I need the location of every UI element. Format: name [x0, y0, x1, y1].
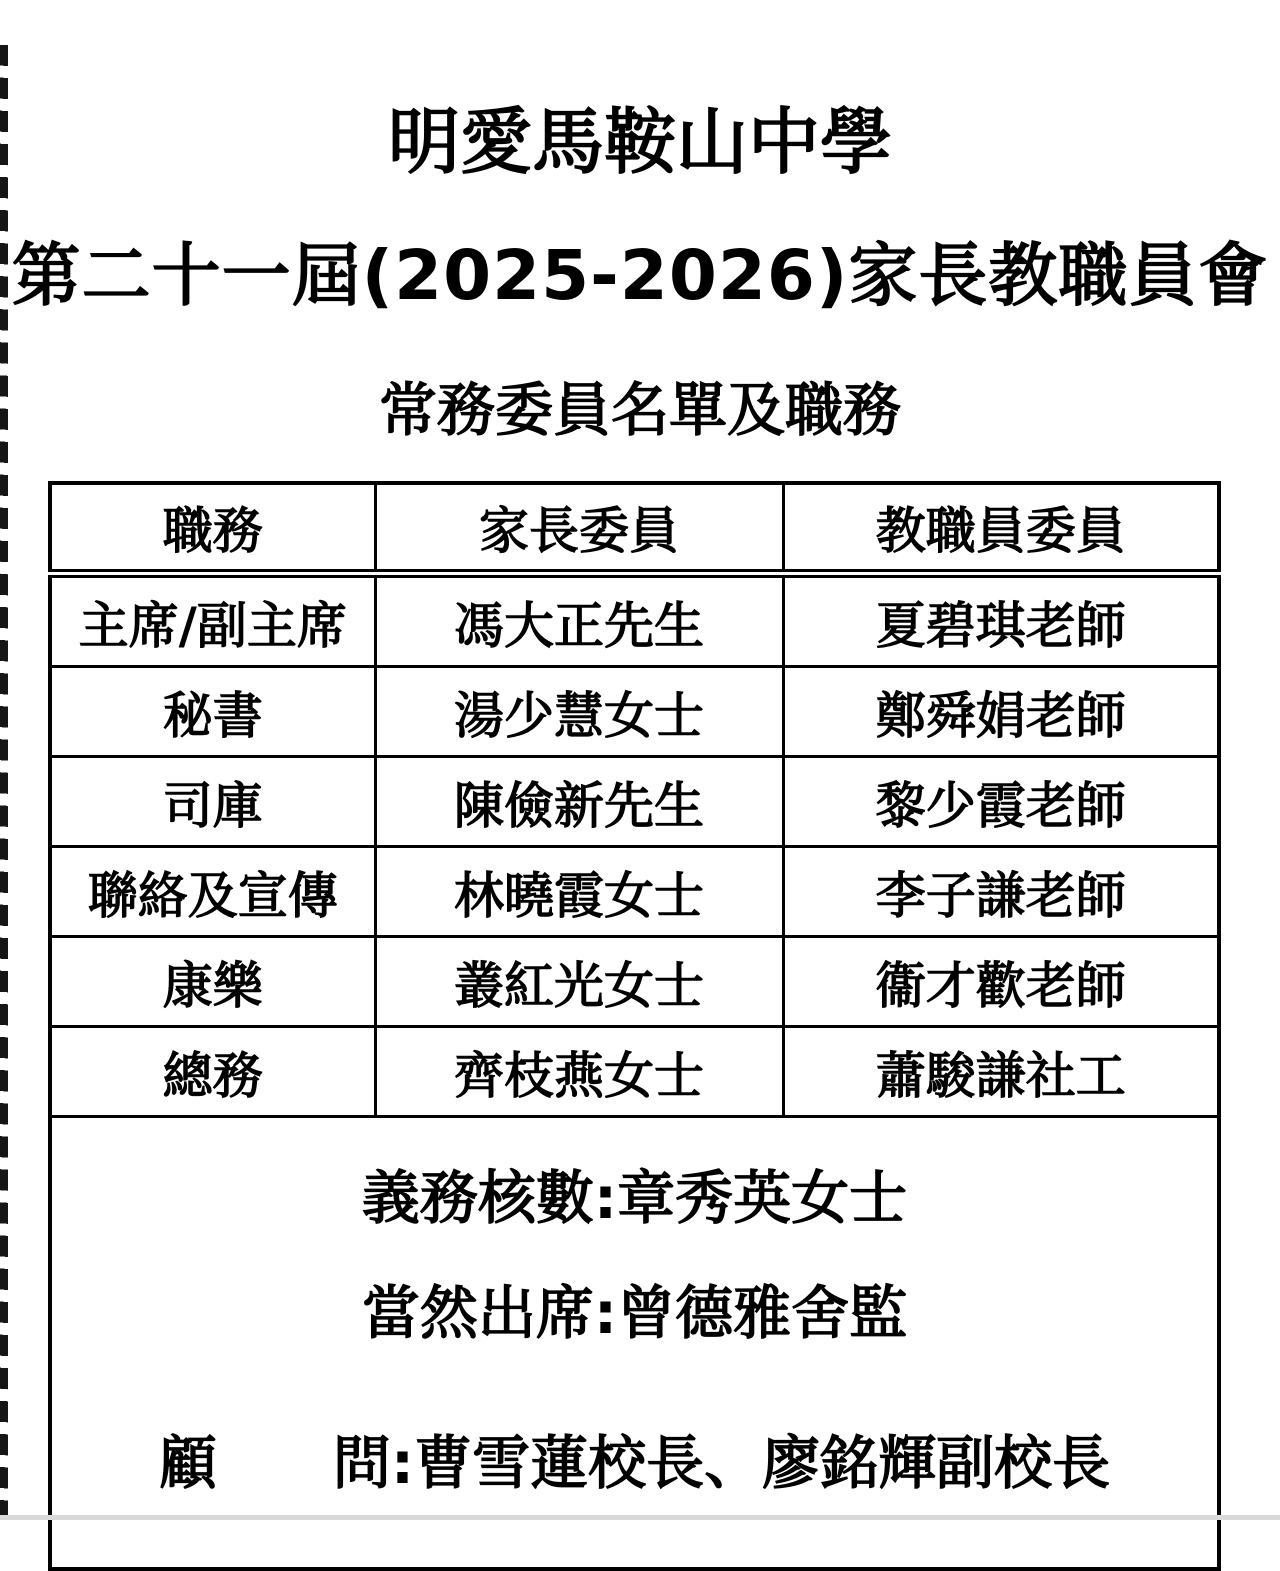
parent-member-cell: 陳儉新先生: [375, 757, 783, 847]
advisors-line: 顧 問:曹雪蓮校長、廖銘輝副校長: [158, 1429, 1111, 1497]
position-cell: 康樂: [50, 937, 375, 1027]
parent-member-cell: 馮大正先生: [375, 574, 783, 667]
staff-member-cell: 黎少霞老師: [783, 757, 1219, 847]
association-term-title: 第二十一屆(2025-2026)家長教職員會: [11, 236, 1269, 316]
position-cell: 總務: [50, 1027, 375, 1117]
header-staff-members: 教職員委員: [783, 483, 1219, 574]
scan-bottom-artifact: [0, 1515, 1280, 1520]
staff-member-cell: 衞才歡老師: [783, 937, 1219, 1027]
table-row: [50, 574, 1219, 667]
scan-edge-artifact: [0, 45, 8, 1520]
staff-member-cell: 鄭舜娟老師: [783, 667, 1219, 757]
parent-member-cell: 齊枝燕女士: [375, 1027, 783, 1117]
position-cell: 司庫: [50, 757, 375, 847]
header-position: 職務: [50, 483, 375, 574]
parent-member-cell: 叢紅光女士: [375, 937, 783, 1027]
position-cell: 主席/副主席: [50, 574, 375, 667]
header-parent-members: 家長委員: [375, 483, 783, 574]
table-row: [50, 667, 1219, 757]
committee-table-body: [50, 574, 1219, 1117]
position-cell: 聯絡及宣傳: [50, 847, 375, 937]
parent-member-cell: 湯少慧女士: [375, 667, 783, 757]
honorary-auditor-line: 義務核數:章秀英女士: [361, 1164, 908, 1232]
school-name-title: 明愛馬鞍山中學: [387, 100, 892, 184]
document-header: [0, 0, 1280, 444]
table-row: [50, 1027, 1219, 1117]
committee-list-subtitle: 常務委員名單及職務: [378, 376, 901, 444]
table-header-row: [50, 483, 1219, 574]
committee-table: [48, 481, 1221, 1571]
footer-cell: [50, 1117, 1219, 1570]
position-cell: 秘書: [50, 667, 375, 757]
table-row: [50, 847, 1219, 937]
table-row: [50, 937, 1219, 1027]
table-row: [50, 757, 1219, 847]
staff-member-cell: 蕭駿謙社工: [783, 1027, 1219, 1117]
parent-member-cell: 林曉霞女士: [375, 847, 783, 937]
table-footer-row: [50, 1117, 1219, 1570]
staff-member-cell: 李子謙老師: [783, 847, 1219, 937]
staff-member-cell: 夏碧琪老師: [783, 574, 1219, 667]
ex-officio-attendee-line: 當然出席:曾德雅舍監: [361, 1279, 908, 1347]
